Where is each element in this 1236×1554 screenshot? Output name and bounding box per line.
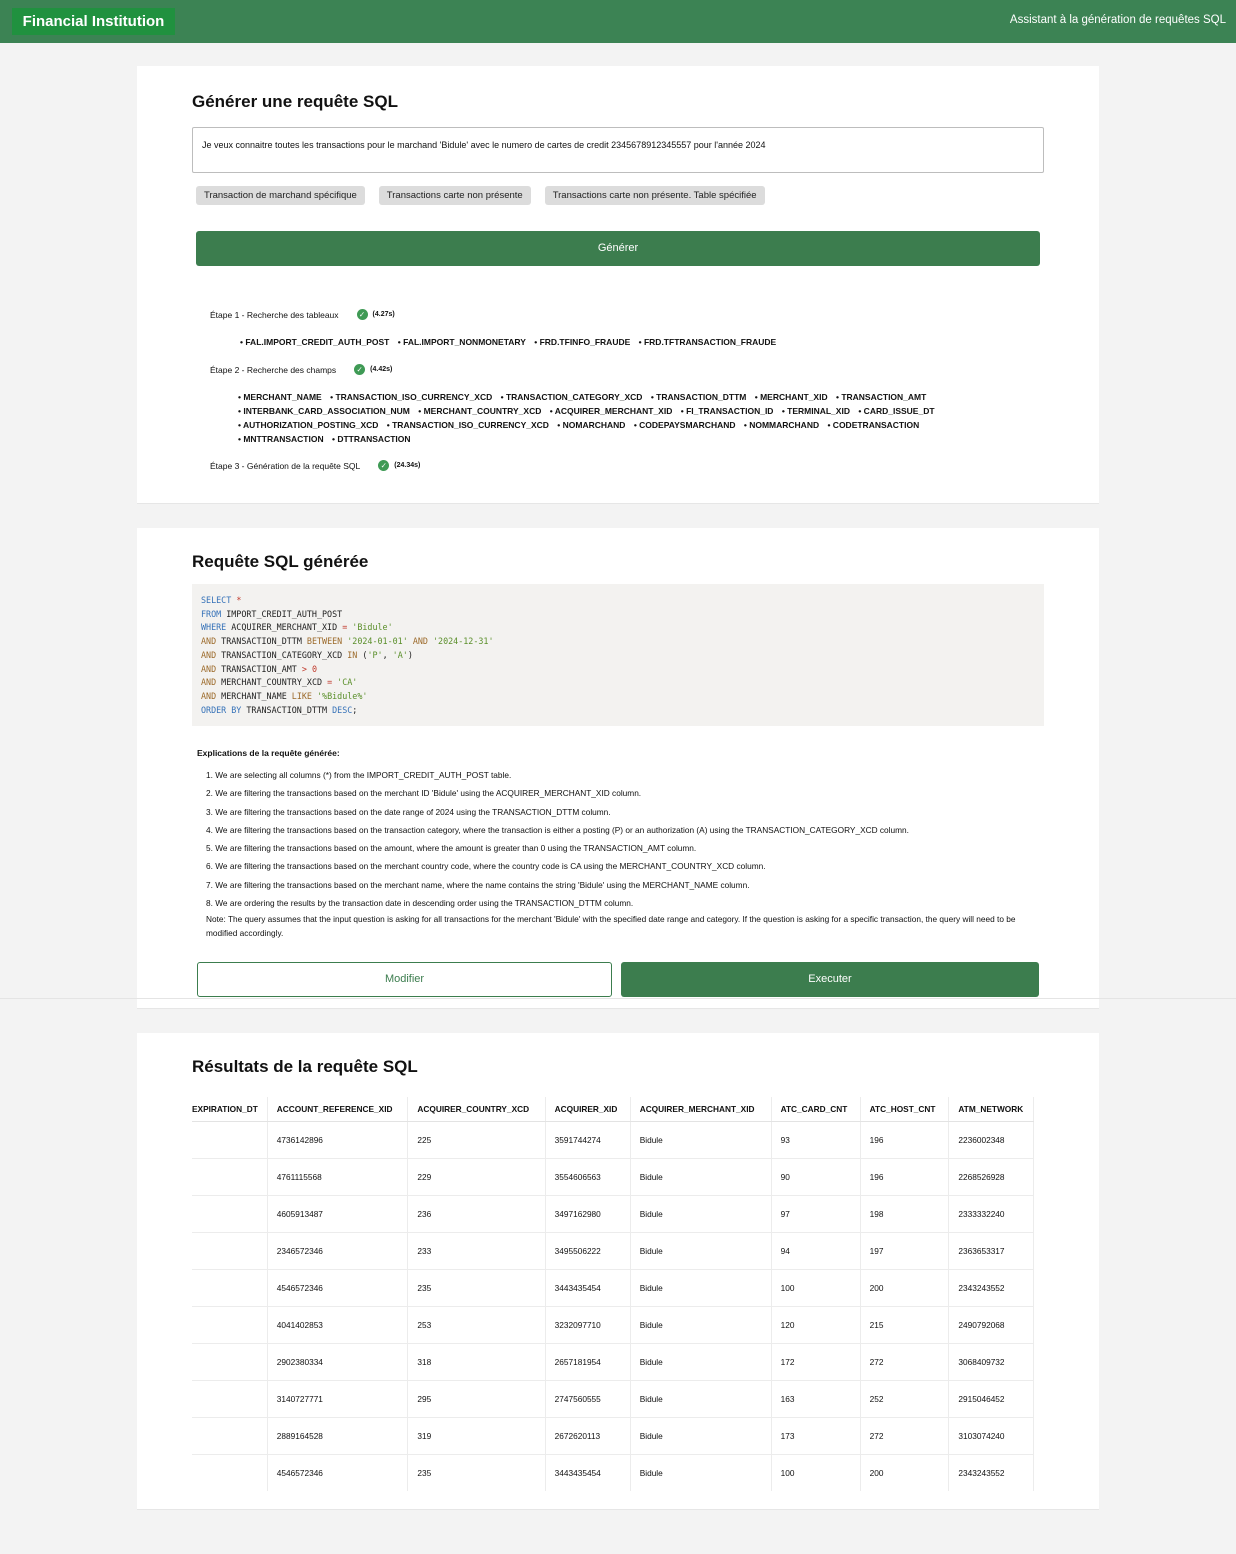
modify-button[interactable]: Modifier [197, 962, 612, 997]
table-cell: 229 [408, 1158, 545, 1195]
list-item: • FAL.IMPORT_NONMONETARY [397, 337, 526, 347]
table-cell [192, 1417, 267, 1454]
table-cell: 197 [860, 1232, 949, 1269]
list-item: • NOMMARCHAND [743, 420, 820, 430]
table-cell [192, 1158, 267, 1195]
table-cell: 196 [860, 1121, 949, 1158]
list-item: 6. We are filtering the transactions based on the merchant country code, where the country code is CA using the MERCHANT_COUNTRY_XCD column. [206, 861, 766, 872]
list-item: • MERCHANT_NAME [238, 392, 322, 402]
table-cell: 3443435454 [545, 1269, 630, 1306]
check-circle-icon: ✓ [378, 460, 389, 471]
table-cell: 3497162980 [545, 1195, 630, 1232]
table-cell: 4736142896 [267, 1121, 408, 1158]
table-cell: Bidule [630, 1306, 771, 1343]
results-table [192, 1097, 1034, 1491]
generate-title: Générer une requête SQL [192, 92, 398, 111]
list-item: 3. We are filtering the transactions based on the date range of 2024 using the TRANSACTION_DTTM column. [206, 806, 611, 817]
brand-logo[interactable]: Financial Institution [12, 8, 175, 35]
list-item: • FAL.IMPORT_CREDIT_AUTH_POST [240, 337, 390, 347]
table-cell: 253 [408, 1306, 545, 1343]
table-cell: 2346572346 [267, 1232, 408, 1269]
table-cell: 3140727771 [267, 1380, 408, 1417]
table-row [192, 1454, 1034, 1491]
table-row [192, 1195, 1034, 1232]
table-cell: 173 [771, 1417, 860, 1454]
table-cell: 3495506222 [545, 1232, 630, 1269]
list-item: • FRD.TFTRANSACTION_FRAUDE [638, 337, 777, 347]
step-2 [210, 364, 392, 375]
list-item: • FRD.TFINFO_FRAUDE [534, 337, 631, 347]
list-item: • CARD_ISSUE_DT [858, 406, 935, 416]
table-cell [192, 1232, 267, 1269]
table-cell: Bidule [630, 1195, 771, 1232]
code-line: AND TRANSACTION_AMT > 0 [201, 663, 317, 674]
results-card [137, 1033, 1099, 1510]
table-cell: 2268526928 [949, 1158, 1034, 1195]
table-cell: 272 [860, 1343, 949, 1380]
column-header[interactable]: ACQUIRER_XID [545, 1097, 630, 1121]
table-cell: Bidule [630, 1269, 771, 1306]
list-item: 8. We are ordering the results by the transaction date in descending order using the TRANSACTION_DTTM column. [206, 898, 634, 909]
table-cell: 2490792068 [949, 1306, 1034, 1343]
table-cell: Bidule [630, 1232, 771, 1269]
table-cell: 2889164528 [267, 1417, 408, 1454]
table-cell: 2343243552 [949, 1269, 1034, 1306]
step-2-fields [238, 390, 1018, 446]
list-item: 2. We are filtering the transactions based on the merchant ID 'Bidule' using the ACQUIRER_MERCHANT_XID column. [206, 788, 642, 799]
generated-sql-card [137, 528, 1099, 1009]
list-item: • ACQUIRER_MERCHANT_XID [549, 406, 673, 416]
code-line: WHERE ACQUIRER_MERCHANT_XID = 'Bidule' [201, 622, 393, 633]
sql-title: Requête SQL générée [192, 552, 369, 571]
table-cell: 2343243552 [949, 1454, 1034, 1491]
table-cell: 4546572346 [267, 1269, 408, 1306]
table-cell [192, 1121, 267, 1158]
table-cell: 2747560555 [545, 1380, 630, 1417]
list-item: • TRANSACTION_DTTM [650, 392, 747, 402]
table-cell: 295 [408, 1380, 545, 1417]
table-row [192, 1269, 1034, 1306]
example-chip[interactable]: Transactions carte non présente [379, 186, 531, 205]
example-chip[interactable]: Transaction de marchand spécifique [196, 186, 365, 205]
table-cell: 319 [408, 1417, 545, 1454]
table-row [192, 1158, 1034, 1195]
list-item: • AUTHORIZATION_POSTING_XCD [238, 420, 379, 430]
step-label: Étape 3 - Génération de la requête SQL [210, 460, 361, 471]
table-cell [192, 1454, 267, 1491]
results-table-scroll[interactable] [192, 1097, 1043, 1491]
column-header[interactable]: ATC_CARD_CNT [771, 1097, 860, 1121]
table-cell: 4761115568 [267, 1158, 408, 1195]
step-3 [210, 460, 420, 471]
column-header[interactable]: ATC_HOST_CNT [860, 1097, 949, 1121]
generate-button[interactable]: Générer [196, 231, 1040, 266]
table-cell: 233 [408, 1232, 545, 1269]
sql-code-block[interactable] [192, 584, 1044, 726]
table-cell: 172 [771, 1343, 860, 1380]
table-cell: 235 [408, 1269, 545, 1306]
table-cell: Bidule [630, 1158, 771, 1195]
table-cell: Bidule [630, 1454, 771, 1491]
table-cell: 252 [860, 1380, 949, 1417]
divider [0, 998, 1236, 999]
top-bar [0, 0, 1236, 43]
table-cell: 2672620113 [545, 1417, 630, 1454]
table-row [192, 1121, 1034, 1158]
step-1 [210, 309, 395, 320]
list-item: • MNTTRANSACTION [238, 434, 324, 444]
list-item: 5. We are filtering the transactions based on the amount, where the amount is greater than 0 using the TRANSACTION_AMT column. [206, 843, 697, 854]
list-item: • TRANSACTION_ISO_CURRENCY_XCD [386, 420, 549, 430]
table-cell: 215 [860, 1306, 949, 1343]
table-cell: 93 [771, 1121, 860, 1158]
table-row [192, 1417, 1034, 1454]
list-item: • DTTRANSACTION [331, 434, 411, 444]
table-cell: 97 [771, 1195, 860, 1232]
column-header[interactable]: ACCOUNT_REFERENCE_XID [267, 1097, 408, 1121]
table-cell: 163 [771, 1380, 860, 1417]
results-title: Résultats de la requête SQL [192, 1057, 418, 1076]
table-cell: 318 [408, 1343, 545, 1380]
table-cell: Bidule [630, 1121, 771, 1158]
table-cell: 4041402853 [267, 1306, 408, 1343]
list-item: • TRANSACTION_ISO_CURRENCY_XCD [330, 392, 493, 402]
table-cell: 3068409732 [949, 1343, 1034, 1380]
table-cell [192, 1269, 267, 1306]
code-line: SELECT * [201, 595, 242, 605]
list-item: 1. We are selecting all columns (*) from the IMPORT_CREDIT_AUTH_POST table. [206, 770, 512, 780]
example-chips [196, 186, 765, 205]
table-cell: 120 [771, 1306, 860, 1343]
table-row [192, 1380, 1034, 1417]
generate-query-card [137, 66, 1099, 504]
step-duration: (4.42s) [370, 366, 393, 373]
table-header-row [192, 1097, 1034, 1121]
execute-button[interactable]: Executer [621, 962, 1039, 997]
table-cell: 94 [771, 1232, 860, 1269]
list-item: 4. We are filtering the transactions based on the transaction category, where the transaction is either a posting (P) or an authorization (A) using the TRANSACTION_CATEGORY_XCD column. [206, 824, 909, 835]
table-cell: 90 [771, 1158, 860, 1195]
table-cell: 2236002348 [949, 1121, 1034, 1158]
table-cell: 2333332240 [949, 1195, 1034, 1232]
explanation-title: Explications de la requête générée: [197, 748, 340, 758]
table-cell [192, 1343, 267, 1380]
check-circle-icon: ✓ [354, 364, 365, 375]
table-cell [192, 1380, 267, 1417]
step-1-tables [240, 335, 1040, 349]
table-cell: 236 [408, 1195, 545, 1232]
explanation-list [206, 766, 1046, 912]
code-line: AND MERCHANT_NAME LIKE '%Bidule%' [201, 690, 368, 701]
table-cell: 3443435454 [545, 1454, 630, 1491]
table-cell: 225 [408, 1121, 545, 1158]
step-duration: (24.34s) [394, 462, 421, 469]
list-item: • CODETRANSACTION [827, 420, 920, 430]
list-item: • MERCHANT_XID [754, 392, 828, 402]
table-cell: 100 [771, 1454, 860, 1491]
table-row [192, 1306, 1034, 1343]
table-cell: 2915046452 [949, 1380, 1034, 1417]
table-cell [192, 1195, 267, 1232]
table-cell: 3232097710 [545, 1306, 630, 1343]
table-cell: Bidule [630, 1417, 771, 1454]
list-item: • INTERBANK_CARD_ASSOCIATION_NUM [238, 406, 410, 416]
list-item: • TRANSACTION_AMT [835, 392, 927, 402]
list-item: 7. We are filtering the transactions based on the merchant name, where the name contains the string 'Bidule' using the MERCHANT_NAME column. [206, 879, 750, 890]
table-cell: 3103074240 [949, 1417, 1034, 1454]
table-cell: 100 [771, 1269, 860, 1306]
list-item: • MERCHANT_COUNTRY_XCD [418, 406, 542, 416]
step-duration: (4.27s) [372, 311, 395, 318]
table-cell: 3591744274 [545, 1121, 630, 1158]
list-item: • NOMARCHAND [557, 420, 626, 430]
table-cell: Bidule [630, 1343, 771, 1380]
code-line: ORDER BY TRANSACTION_DTTM DESC; [201, 704, 358, 715]
explanation-note: Note: The query assumes that the input question is asking for all transactions for the merchant 'Bidule' with the specified date range and category. If the question is asking for a specific transaction, the query will need to be modified accordingly. [206, 914, 1016, 938]
table-cell: 198 [860, 1195, 949, 1232]
list-item: • CODEPAYSMARCHAND [633, 420, 736, 430]
code-line: FROM IMPORT_CREDIT_AUTH_POST [201, 608, 343, 619]
table-cell: 200 [860, 1269, 949, 1306]
example-chip[interactable]: Transactions carte non présente. Table spécifiée [545, 186, 765, 205]
code-line: AND TRANSACTION_DTTM BETWEEN '2024-01-01' AND '2024-12-31' [201, 636, 494, 647]
list-item: • TERMINAL_XID [781, 406, 850, 416]
code-line: AND TRANSACTION_CATEGORY_XCD IN ('P', 'A') [201, 649, 413, 660]
table-body [192, 1121, 1034, 1491]
table-cell: 2363653317 [949, 1232, 1034, 1269]
column-header[interactable]: ACQUIRER_COUNTRY_XCD [408, 1097, 545, 1121]
table-row [192, 1232, 1034, 1269]
list-item: • TRANSACTION_CATEGORY_XCD [500, 392, 643, 402]
column-header[interactable]: ATM_NETWORK [949, 1097, 1034, 1121]
step-label: Étape 2 - Recherche des champs [210, 364, 337, 375]
table-cell: 272 [860, 1417, 949, 1454]
column-header[interactable]: EXPIRATION_DT [192, 1097, 267, 1121]
code-line: AND MERCHANT_COUNTRY_XCD = 'CA' [201, 677, 358, 688]
table-cell: 235 [408, 1454, 545, 1491]
column-header[interactable]: ACQUIRER_MERCHANT_XID [630, 1097, 771, 1121]
prompt-textarea[interactable]: Je veux connaitre toutes les transactions pour le marchand 'Bidule' avec le numero de cartes de credit 2345678912345557 pour l'année 2024 [192, 127, 1044, 173]
list-item: • FI_TRANSACTION_ID [680, 406, 774, 416]
table-cell: Bidule [630, 1380, 771, 1417]
table-cell: 3554606563 [545, 1158, 630, 1195]
table-cell: 4605913487 [267, 1195, 408, 1232]
app-subtitle: Assistant à la génération de requêtes SQL [1009, 14, 1226, 26]
check-circle-icon: ✓ [357, 309, 368, 320]
table-cell: 2657181954 [545, 1343, 630, 1380]
table-cell: 2902380334 [267, 1343, 408, 1380]
table-cell: 200 [860, 1454, 949, 1491]
table-cell [192, 1306, 267, 1343]
table-row [192, 1343, 1034, 1380]
table-cell: 196 [860, 1158, 949, 1195]
step-label: Étape 1 - Recherche des tableaux [210, 309, 339, 320]
table-cell: 4546572346 [267, 1454, 408, 1491]
